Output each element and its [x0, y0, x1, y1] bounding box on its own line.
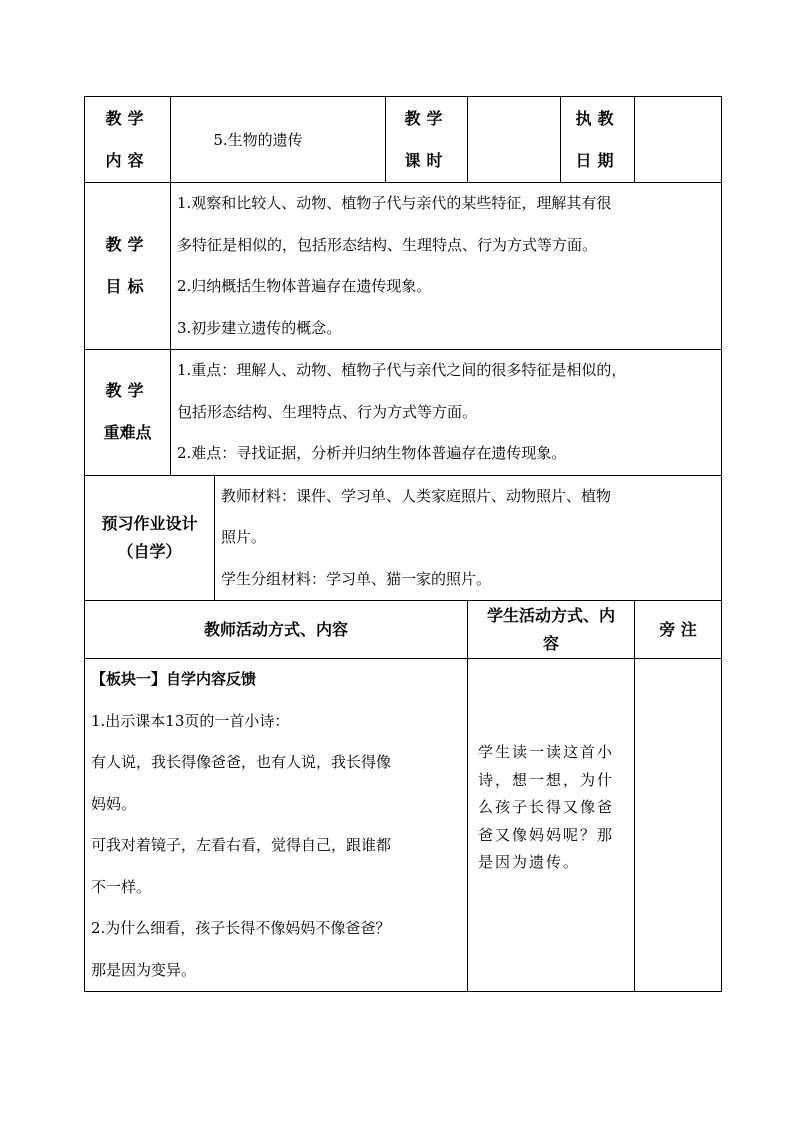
goals-content [171, 183, 722, 350]
block1-line: 可我对着镜子，左看右看，觉得自己，跟谁都 [91, 836, 392, 854]
block1-line: 妈妈。 [91, 794, 137, 813]
hours-label: 教学 课时 [386, 97, 468, 183]
date-label: 执教 日期 [561, 97, 635, 183]
preview-line: 照片。 [221, 528, 267, 546]
preview-label: 预习作业设计 （自学） [85, 475, 215, 601]
teacher-activity-header: 教师活动方式、内容 [85, 601, 468, 659]
content-label: 教学 内容 [85, 97, 171, 183]
keypoints-label: 教学 重难点 [85, 350, 171, 476]
block1-student [468, 659, 635, 992]
preview-line: 学生分组材料：学习单、猫一家的照片。 [221, 569, 492, 588]
lesson-plan-table [84, 96, 722, 992]
hours-value [468, 97, 561, 183]
goal-line: 1.观察和比较人、动物、植物子代与亲代的某些特征，理解其有很 [177, 194, 612, 212]
goal-line: 3.初步建立遗传的概念。 [177, 318, 342, 337]
block1-line: 那是因为变异。 [91, 960, 197, 979]
goals-label: 教学 目标 [85, 183, 171, 350]
preview-line: 教师材料：课件、学习单、人类家庭照片、动物照片、植物 [221, 486, 612, 505]
block1-student-text: 学生读一读这首小诗，想一想，为什么孩子长得又像爸爸又像妈妈呢？那是因为遗传。 [478, 743, 615, 871]
student-activity-header: 学生活动方式、内 容 [468, 601, 635, 659]
block1-line: 2.为什么细看，孩子长得不像妈妈不像爸爸？ [91, 919, 391, 937]
date-value [635, 97, 722, 183]
block1-line: 1.出示课本13页的一首小诗： [91, 711, 290, 730]
block1-notes [635, 659, 722, 992]
keypoints-content [171, 350, 722, 476]
keypoint-line: 1.重点：理解人、动物、植物子代与亲代之间的很多特征是相似的， [177, 361, 627, 379]
block1-title: 【板块一】自学内容反馈 [91, 670, 257, 688]
block1-line: 不一样。 [91, 877, 152, 896]
keypoint-line: 2.难点：寻找证据，分析并归纳生物体普遍存在遗传现象。 [177, 444, 567, 462]
goal-line: 多特征是相似的，包括形态结构、生理特点、行为方式等方面。 [177, 235, 598, 254]
preview-content [215, 475, 722, 601]
lesson-plan [84, 96, 721, 992]
lesson-title: 5.生物的遗传 [171, 97, 386, 183]
goal-line: 2.归纳概括生物体普遍存在遗传现象。 [177, 277, 432, 295]
block1-line: 有人说，我长得像爸爸，也有人说，我长得像 [91, 753, 392, 771]
keypoint-line: 包括形态结构、生理特点、行为方式等方面。 [177, 402, 478, 421]
notes-header: 旁 注 [635, 601, 722, 659]
block1-teacher [85, 659, 468, 992]
